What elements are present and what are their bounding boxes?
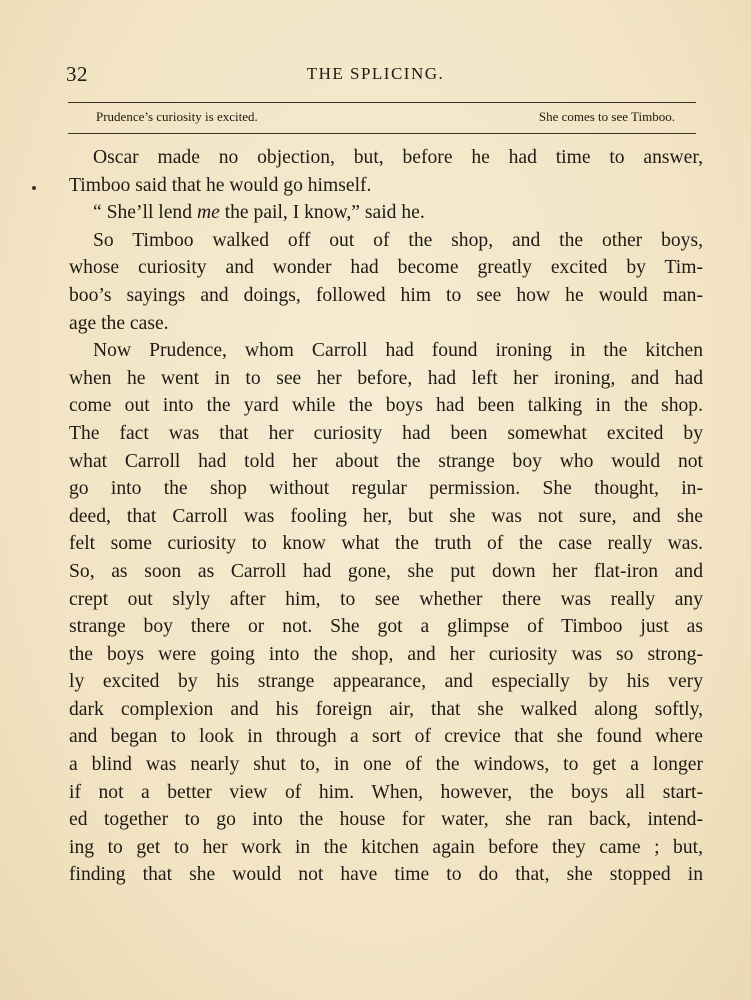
text-line: felt some curiosity to know what the truth of the case really was. xyxy=(69,533,703,555)
text-line: a blind was nearly shut to, in one of the windows, to get a longer xyxy=(69,754,703,776)
emphasis: me xyxy=(196,202,220,224)
margin-speck xyxy=(32,186,36,190)
text-line: if not a better view of him. When, however, the boys all start- xyxy=(69,781,703,803)
text-line: Oscar made no objection, but, before he had time to answer, xyxy=(93,147,703,168)
text-line: age the case. xyxy=(69,312,169,334)
text-line: when he went in to see her before, had left her ironing, and had xyxy=(69,367,703,389)
text-line: Timboo said that he would go himself. xyxy=(69,174,372,196)
sidenote-right: She comes to see Timboo. xyxy=(538,109,675,124)
text-line: strange boy there or not. She got a glimpse of Timboo just as xyxy=(69,616,703,638)
text-line: finding that she would not have time to do that, she stopped in xyxy=(69,864,703,886)
text-line: ed together to go into the house for water, she ran back, intend- xyxy=(69,809,703,831)
running-title: THE SPLICING. xyxy=(306,64,445,83)
text-line: and began to look in through a sort of crevice that she found where xyxy=(69,726,703,748)
text-line: crept out slyly after him, to see whether there was really any xyxy=(69,588,703,610)
header-rule-bottom xyxy=(68,133,696,134)
text-line: “ She’ll lend me the pail, I know,” said he. xyxy=(93,202,425,224)
sidenote-left: Prudence’s curiosity is excited. xyxy=(96,109,258,124)
body-text xyxy=(69,144,703,889)
text-line: boo’s sayings and doings, followed him to see how he would man- xyxy=(69,284,703,306)
text-line: The fact was that her curiosity had been somewhat excited by xyxy=(69,422,703,444)
header-rule-top xyxy=(68,102,696,103)
text-line: ly excited by his strange appearance, and especially by his very xyxy=(69,671,703,693)
page-number: 32 xyxy=(66,62,88,86)
text-line: So, as soon as Carroll had gone, she put down her flat-iron and xyxy=(69,560,703,582)
text-line: go into the shop without regular permission. She thought, in- xyxy=(69,478,703,500)
text-line: deed, that Carroll was fooling her, but she was not sure, and she xyxy=(69,505,703,527)
text-line: Now Prudence, whom Carroll had found ironing in the kitchen xyxy=(93,340,703,362)
text-line: dark complexion and his foreign air, that she walked along softly, xyxy=(69,698,703,720)
text-line: whose curiosity and wonder had become greatly excited by Tim- xyxy=(69,257,703,279)
text-line: ing to get to her work in the kitchen again before they came ; but, xyxy=(69,836,703,858)
text-line: So Timboo walked off out of the shop, and the other boys, xyxy=(93,229,703,251)
text-line: the boys were going into the shop, and her curiosity was so strong- xyxy=(69,643,703,665)
text-line: come out into the yard while the boys had been talking in the shop. xyxy=(69,395,703,417)
text-line: what Carroll had told her about the strange boy who would not xyxy=(69,450,703,472)
